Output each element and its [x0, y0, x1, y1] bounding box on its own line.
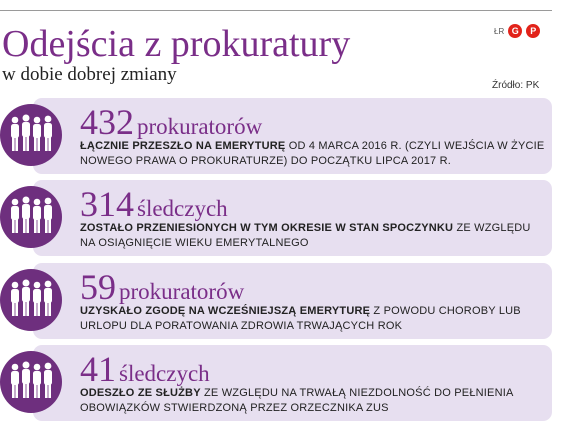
stat-description: [80, 221, 546, 251]
page-title: Odejścia z prokuratury: [2, 23, 351, 65]
stat-description-bold: ZOSTAŁO PRZENIESIONYCH W TYM OKRESIE W STAN SPOCZYNKU: [80, 222, 454, 234]
stat-description: [80, 139, 546, 169]
publisher-logo-g-icon: G: [508, 24, 522, 38]
stat-number: 59: [80, 267, 116, 307]
stat-description: [80, 304, 546, 334]
source-note: Źródło: PK: [492, 80, 540, 91]
stat-unit: prokuratorów: [119, 279, 245, 304]
stat-unit: śledczych: [119, 361, 210, 386]
stat-description-rest: ZE WZGLĘDU NA OSIĄGNIĘCIE WIEKU EMERYTALNEGO: [80, 222, 531, 249]
stat-description-rest: OD 4 MARCA 2016 R. (CZYLI WEJŚCIA W ŻYCIE NOWEGO PRAWA O PROKURATURZE) DO POCZĄTKU LIPCA 2017 R.: [80, 140, 545, 167]
stat-description-bold: ŁĄCZNIE PRZESZŁO NA EMERYTURĘ: [80, 140, 286, 152]
stat-description-rest: Z POWODU CHOROBY LUB URLOPU DLA PORATOWANIA ZDROWIA TRWAJĄCYCH ROK: [80, 305, 521, 332]
author-initials: ŁR: [494, 26, 505, 36]
people-group-icon: [6, 111, 56, 159]
stat-badge: [0, 351, 62, 413]
stat-unit: prokuratorów: [137, 114, 263, 139]
people-group-icon: [6, 193, 56, 241]
stat-number: 432: [80, 102, 134, 142]
credit: [494, 24, 540, 38]
publisher-logo-p-icon: P: [526, 24, 540, 38]
stat-unit: śledczych: [137, 196, 228, 221]
stat-number: 41: [80, 349, 116, 389]
page-subtitle: w dobie dobrej zmiany: [2, 64, 177, 85]
stat-number: 314: [80, 184, 134, 224]
stat-description-rest: ZE WZGLĘDU NA TRWAŁĄ NIEZDOLNOŚĆ DO PEŁNIENIA OBOWIĄZKÓW STWIERDZONĄ PRZEZ ORZECZNIKA ZUS: [80, 387, 513, 414]
stat-description-bold: ODESZŁO ZE SŁUŻBY: [80, 387, 201, 399]
people-group-icon: [6, 276, 56, 324]
stat-description-bold: UZYSKAŁO ZGODĘ NA WCZEŚNIEJSZĄ EMERYTURĘ: [80, 305, 371, 317]
stat-badge: [0, 104, 62, 166]
top-divider: [0, 10, 552, 11]
stat-description: [80, 386, 546, 416]
stat-badge: [0, 269, 62, 331]
stat-badge: [0, 186, 62, 248]
people-group-icon: [6, 358, 56, 406]
